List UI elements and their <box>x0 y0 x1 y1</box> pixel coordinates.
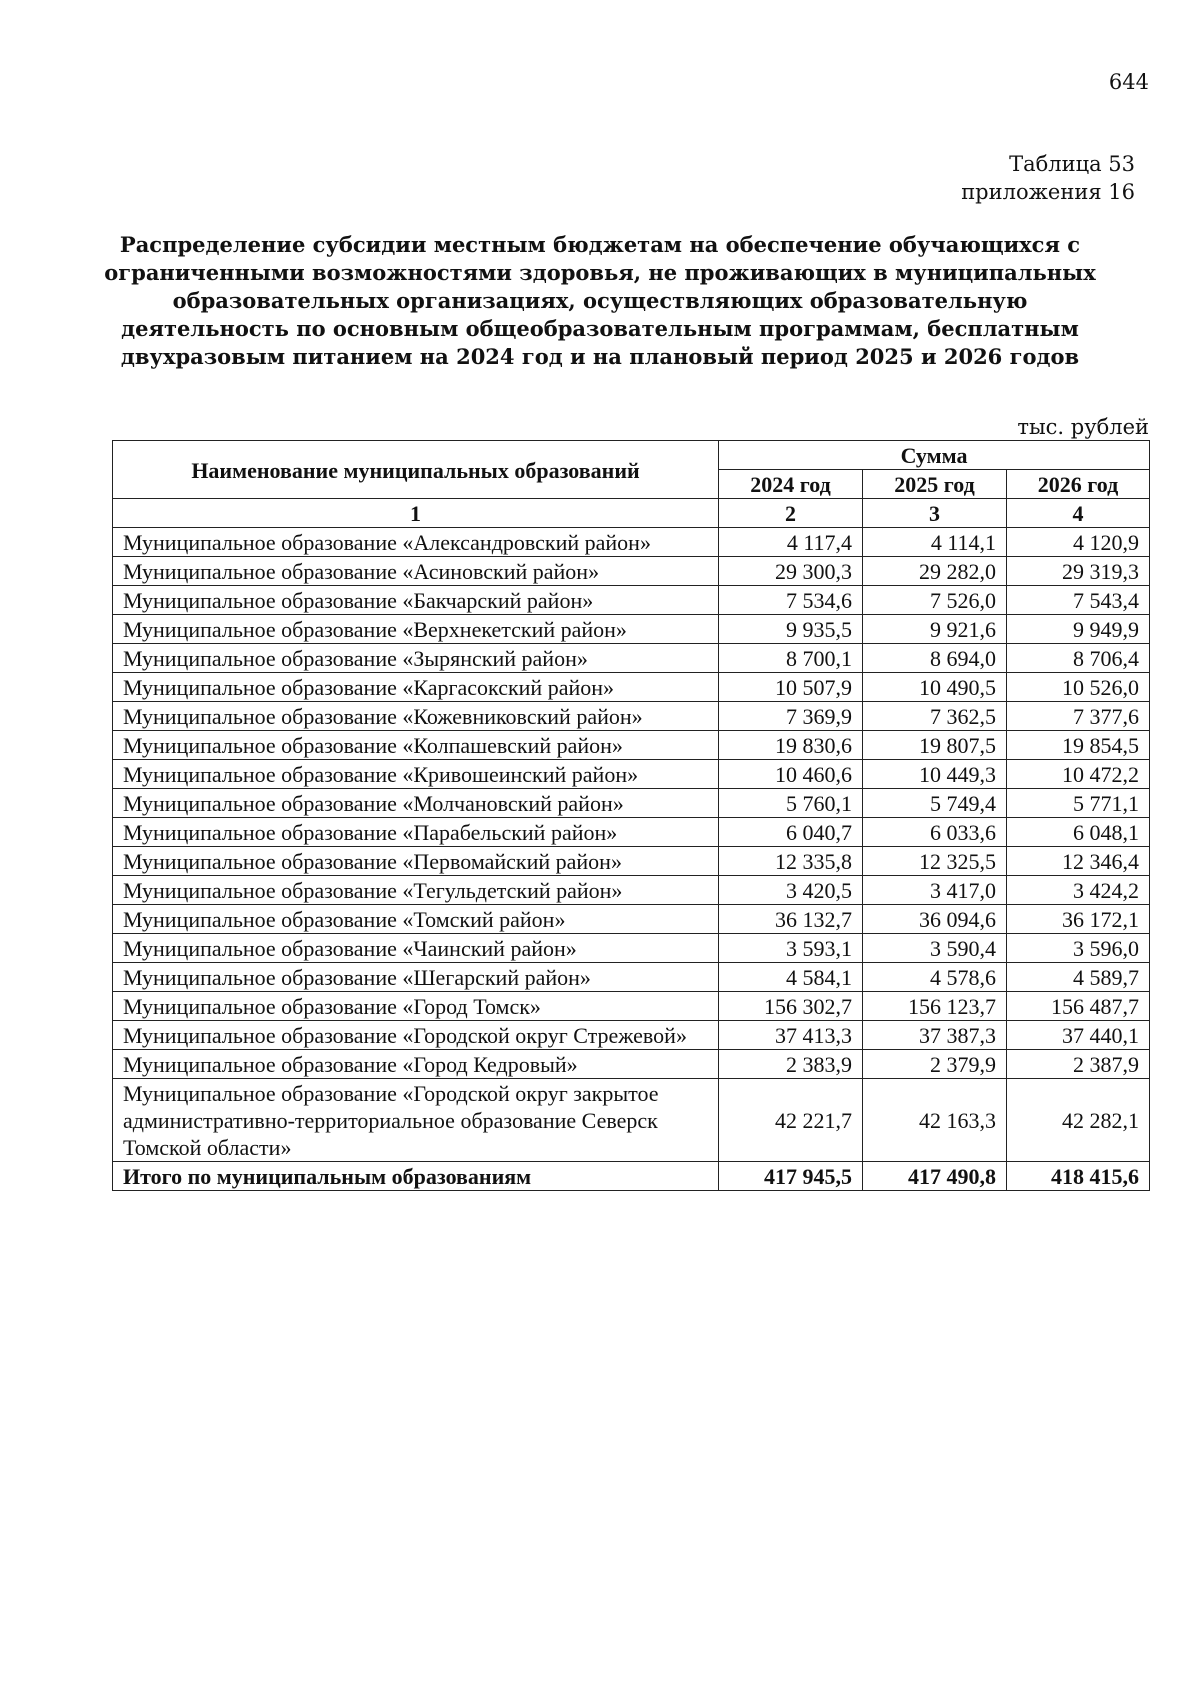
table-row <box>113 644 1150 673</box>
header-sum-group: Сумма <box>719 441 1150 470</box>
value-2025-cell: 5 749,4 <box>863 789 1007 818</box>
table-row <box>113 673 1150 702</box>
value-2024-cell: 5 760,1 <box>719 789 863 818</box>
table-row <box>113 847 1150 876</box>
value-2025-cell: 29 282,0 <box>863 557 1007 586</box>
row-name-cell: Муниципальное образование «Парабельский район» <box>113 818 719 847</box>
header-year-2026: 2026 год <box>1007 470 1150 499</box>
value-2024-cell: 8 700,1 <box>719 644 863 673</box>
column-number-4: 4 <box>1007 499 1150 528</box>
value-2026-cell: 10 526,0 <box>1007 673 1150 702</box>
value-2024-cell: 12 335,8 <box>719 847 863 876</box>
table-row <box>113 760 1150 789</box>
value-2026-cell: 7 377,6 <box>1007 702 1150 731</box>
value-2025-cell: 156 123,7 <box>863 992 1007 1021</box>
value-2024-cell: 19 830,6 <box>719 731 863 760</box>
value-2024-cell: 10 507,9 <box>719 673 863 702</box>
value-2024-cell: 7 369,9 <box>719 702 863 731</box>
value-2024-cell: 9 935,5 <box>719 615 863 644</box>
row-name-cell: Муниципальное образование «Шегарский район» <box>113 963 719 992</box>
row-name-cell: Муниципальное образование «Тегульдетский район» <box>113 876 719 905</box>
table-row <box>113 789 1150 818</box>
header-name-column: Наименование муниципальных образований <box>113 441 719 499</box>
row-name-cell: Итого по муниципальным образованиям <box>113 1162 719 1191</box>
row-name-cell: Муниципальное образование «Городской округ закрытое административно-территориальное образование Северск Томской области» <box>113 1079 719 1162</box>
table-row <box>113 586 1150 615</box>
value-2024-cell: 42 221,7 <box>719 1079 863 1162</box>
value-2026-cell: 19 854,5 <box>1007 731 1150 760</box>
table-row <box>113 615 1150 644</box>
row-name-cell: Муниципальное образование «Город Кедровый» <box>113 1050 719 1079</box>
value-2025-cell: 7 526,0 <box>863 586 1007 615</box>
value-2025-cell: 10 449,3 <box>863 760 1007 789</box>
column-number-2: 2 <box>719 499 863 528</box>
value-2025-cell: 37 387,3 <box>863 1021 1007 1050</box>
table-row <box>113 905 1150 934</box>
value-2026-cell: 2 387,9 <box>1007 1050 1150 1079</box>
value-2024-cell: 3 593,1 <box>719 934 863 963</box>
appendix-number: приложения 16 <box>961 180 1135 204</box>
column-numbers-row <box>113 499 1150 528</box>
row-name-cell: Муниципальное образование «Колпашевский район» <box>113 731 719 760</box>
header-row-1 <box>113 441 1150 470</box>
value-2025-cell: 19 807,5 <box>863 731 1007 760</box>
table-row <box>113 992 1150 1021</box>
table-row <box>113 934 1150 963</box>
header-year-2025: 2025 год <box>863 470 1007 499</box>
row-name-cell: Муниципальное образование «Чаинский район» <box>113 934 719 963</box>
value-2025-cell: 36 094,6 <box>863 905 1007 934</box>
value-2026-cell: 6 048,1 <box>1007 818 1150 847</box>
value-2024-cell: 4 584,1 <box>719 963 863 992</box>
header-year-2024: 2024 год <box>719 470 863 499</box>
value-2025-cell: 3 590,4 <box>863 934 1007 963</box>
table-row <box>113 528 1150 557</box>
value-2025-cell: 2 379,9 <box>863 1050 1007 1079</box>
table-row <box>113 731 1150 760</box>
value-2024-cell: 156 302,7 <box>719 992 863 1021</box>
row-name-cell: Муниципальное образование «Каргасокский район» <box>113 673 719 702</box>
value-2025-cell: 8 694,0 <box>863 644 1007 673</box>
value-2025-cell: 12 325,5 <box>863 847 1007 876</box>
value-2024-cell: 36 132,7 <box>719 905 863 934</box>
value-2024-cell: 417 945,5 <box>719 1162 863 1191</box>
value-2026-cell: 418 415,6 <box>1007 1162 1150 1191</box>
table-row <box>113 876 1150 905</box>
value-2024-cell: 6 040,7 <box>719 818 863 847</box>
row-name-cell: Муниципальное образование «Кривошеинский район» <box>113 760 719 789</box>
row-name-cell: Муниципальное образование «Первомайский район» <box>113 847 719 876</box>
value-2024-cell: 10 460,6 <box>719 760 863 789</box>
value-2024-cell: 29 300,3 <box>719 557 863 586</box>
row-name-cell: Муниципальное образование «Бакчарский район» <box>113 586 719 615</box>
value-2025-cell: 417 490,8 <box>863 1162 1007 1191</box>
value-2026-cell: 7 543,4 <box>1007 586 1150 615</box>
subsidy-table <box>112 440 1150 1191</box>
table-reference <box>961 150 1135 206</box>
value-2025-cell: 3 417,0 <box>863 876 1007 905</box>
value-2025-cell: 42 163,3 <box>863 1079 1007 1162</box>
value-2025-cell: 7 362,5 <box>863 702 1007 731</box>
value-2026-cell: 4 589,7 <box>1007 963 1150 992</box>
value-2024-cell: 2 383,9 <box>719 1050 863 1079</box>
total-row <box>113 1162 1150 1191</box>
value-2026-cell: 36 172,1 <box>1007 905 1150 934</box>
document-title: Распределение субсидии местным бюджетам на обеспечение обучающихся с ограниченными возможностями здоровья, не проживающих в муниципальных образовательных организациях, осуществляющих образовательную деятельность по основным общеобразовательным программам, бесплатным двухразовым питанием на 2024 год и на плановый период 2025 и 2026 годов <box>104 232 1096 369</box>
value-2025-cell: 4 114,1 <box>863 528 1007 557</box>
value-2026-cell: 9 949,9 <box>1007 615 1150 644</box>
value-2026-cell: 156 487,7 <box>1007 992 1150 1021</box>
row-name-cell: Муниципальное образование «Город Томск» <box>113 992 719 1021</box>
value-2026-cell: 12 346,4 <box>1007 847 1150 876</box>
page-number: 644 <box>1108 70 1149 94</box>
value-2026-cell: 3 596,0 <box>1007 934 1150 963</box>
row-name-cell: Муниципальное образование «Молчановский район» <box>113 789 719 818</box>
table-row <box>113 818 1150 847</box>
value-2024-cell: 4 117,4 <box>719 528 863 557</box>
value-2026-cell: 8 706,4 <box>1007 644 1150 673</box>
value-2026-cell: 37 440,1 <box>1007 1021 1150 1050</box>
table-row <box>113 702 1150 731</box>
value-2026-cell: 10 472,2 <box>1007 760 1150 789</box>
row-name-cell: Муниципальное образование «Александровский район» <box>113 528 719 557</box>
value-2024-cell: 37 413,3 <box>719 1021 863 1050</box>
table-row <box>113 1079 1150 1162</box>
table-row <box>113 963 1150 992</box>
value-2025-cell: 10 490,5 <box>863 673 1007 702</box>
units-label: тыс. рублей <box>1017 415 1149 439</box>
value-2025-cell: 9 921,6 <box>863 615 1007 644</box>
table-row <box>113 557 1150 586</box>
value-2026-cell: 29 319,3 <box>1007 557 1150 586</box>
value-2025-cell: 6 033,6 <box>863 818 1007 847</box>
value-2024-cell: 7 534,6 <box>719 586 863 615</box>
value-2026-cell: 3 424,2 <box>1007 876 1150 905</box>
table-row <box>113 1050 1150 1079</box>
value-2024-cell: 3 420,5 <box>719 876 863 905</box>
table-row <box>113 1021 1150 1050</box>
value-2026-cell: 4 120,9 <box>1007 528 1150 557</box>
row-name-cell: Муниципальное образование «Верхнекетский район» <box>113 615 719 644</box>
table-number: Таблица 53 <box>1009 152 1135 176</box>
row-name-cell: Муниципальное образование «Асиновский район» <box>113 557 719 586</box>
value-2026-cell: 5 771,1 <box>1007 789 1150 818</box>
row-name-cell: Муниципальное образование «Зырянский район» <box>113 644 719 673</box>
value-2026-cell: 42 282,1 <box>1007 1079 1150 1162</box>
column-number-1: 1 <box>113 499 719 528</box>
value-2025-cell: 4 578,6 <box>863 963 1007 992</box>
row-name-cell: Муниципальное образование «Кожевниковский район» <box>113 702 719 731</box>
column-number-3: 3 <box>863 499 1007 528</box>
row-name-cell: Муниципальное образование «Городской округ Стрежевой» <box>113 1021 719 1050</box>
row-name-cell: Муниципальное образование «Томский район» <box>113 905 719 934</box>
